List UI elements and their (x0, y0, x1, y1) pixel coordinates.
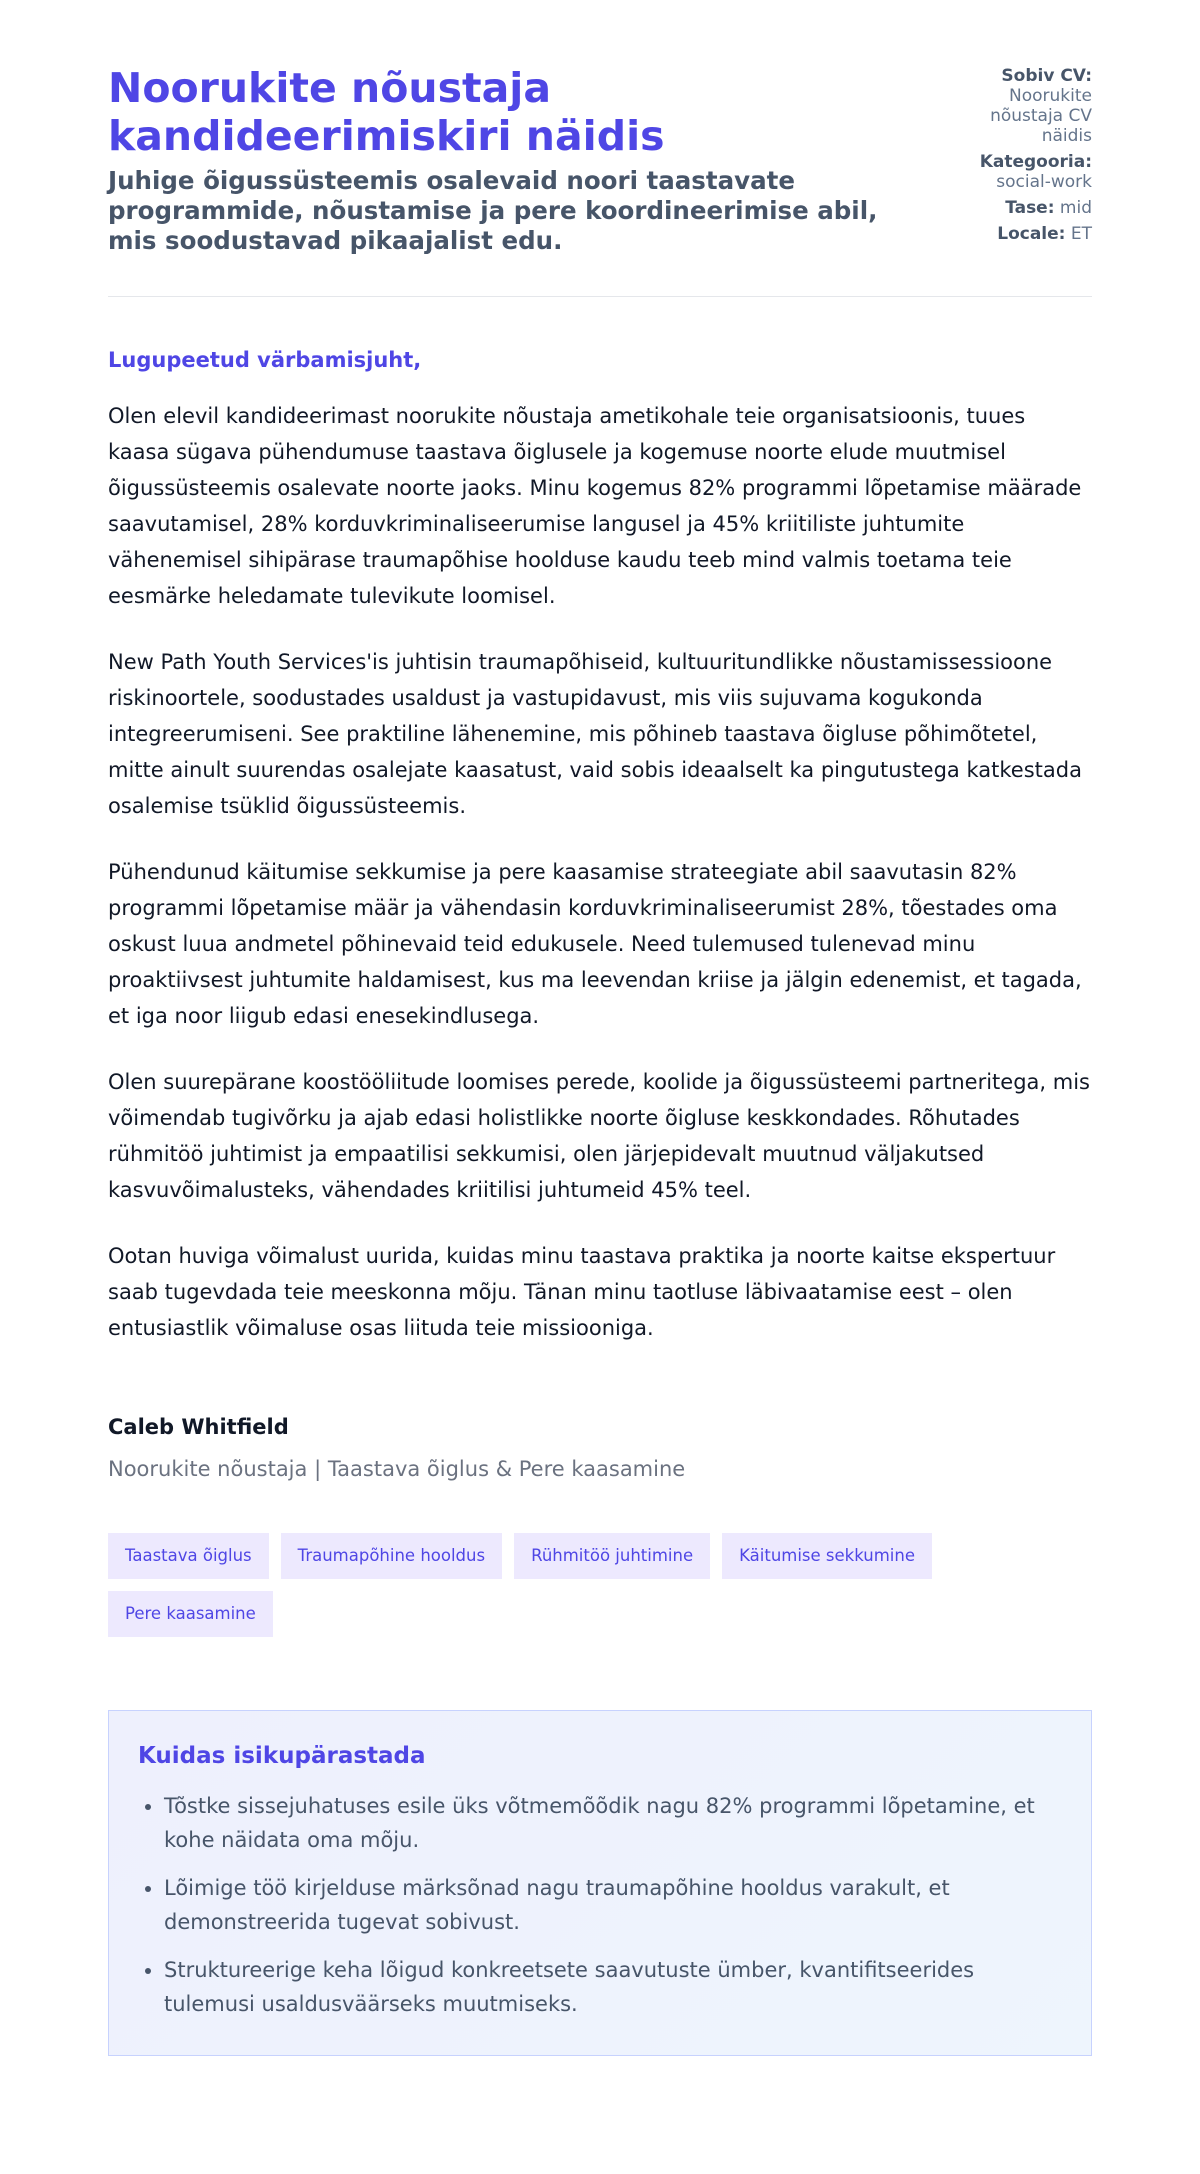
meta-level-label: Tase: (1005, 198, 1055, 218)
letter-paragraph: New Path Youth Services'is juhtisin traumapõhiseid, kultuuritundlikke nõustamissessioone riskinoortele, soodustades usaldust ja vastupidavust, mis viis sujuvama kogukonda integreerumiseni. See praktiline lähenemine, mis põhineb taastava õigluse põhimõtetel, mitte ainult suurendas osalejate kaasatust, vaid sobis ideaalselt ka pingutustega katkestada osalemise tsüklid õigussüsteemis. (108, 650, 1082, 818)
skill-tag: Pere kaasamine (108, 1591, 273, 1637)
skill-tag: Rühmitöö juhtimine (514, 1533, 710, 1579)
meta-level-value: mid (1059, 198, 1092, 218)
skill-tag: Taastava õiglus (108, 1533, 269, 1579)
meta-panel (962, 66, 1092, 250)
title-block (108, 64, 928, 256)
letter-body (108, 398, 1092, 1346)
page-title: Noorukite nõustaja kandideerimiskiri näidis (108, 64, 665, 160)
page-header (108, 64, 1092, 297)
page-subtitle: Juhige õigussüsteemis osalevaid noori taastavate programmide, nõustamise ja pere koordineerimise abil, mis soodustavad pikaajalist edu. (108, 166, 878, 255)
meta-category-value: social-work (996, 172, 1092, 192)
meta-category-label: Kategooria: (979, 152, 1092, 172)
tip-item: • Lõimige töö kirjelduse märksõnad nagu traumapõhine hooldus varakult, et demonstreerida tugevat sobivust. (164, 1871, 1062, 1939)
skill-tags (108, 1533, 1028, 1637)
personalization-tips (108, 1710, 1092, 2056)
signature-role: Noorukite nõustaja | Taastava õiglus & Pere kaasamine (108, 1457, 686, 1481)
meta-locale (962, 224, 1092, 244)
skill-tag: Traumapõhine hooldus (281, 1533, 502, 1579)
tips-list (138, 1789, 1062, 2021)
tip-item: • Tõstke sissejuhatuses esile üks võtmemõõdik nagu 82% programmi lõpetamine, et kohe näidata oma mõju. (164, 1789, 1062, 1857)
letter-greeting: Lugupeetud värbamisjuht, (108, 348, 422, 372)
letter-paragraph: Pühendunud käitumise sekkumise ja pere kaasamise strateegiate abil saavutasin 82% programmi lõpetamise määr ja vähendasin korduvkriminaliseerumist 28%, tõestades oma oskust luua andmetel põhinevaid teid edukusele. Need tulemused tulenevad minu proaktiivsest juhtumite haldamisest, kus ma leevendan kriise ja jälgin edenemist, et tagada, et iga noor liigub edasi enesekindlusega. (108, 860, 1082, 1028)
tips-title: Kuidas isikupärastada (138, 1743, 426, 1769)
letter-paragraph: Ootan huviga võimalust uurida, kuidas minu taastava praktika ja noorte kaitse ekspertuur saab tugevdada teie meeskonna mõju. Tänan minu taotluse läbivaatamise eest – olen entusiastlik võimaluse osas liituda teie missiooniga. (108, 1244, 1056, 1340)
meta-cv (962, 66, 1092, 146)
skill-tag: Käitumise sekkumine (722, 1533, 932, 1579)
letter-paragraph: Olen suurepärane koostööliitude loomises perede, koolide ja õigussüsteemi partneritega, mis võimendab tugivõrku ja ajab edasi holistlikke noorte õigluse keskkondades. Rõhutades rühmitöö juhtimist ja empaatilisi sekkumisi, olen järjepidevalt muutnud väljakutsed kasvuvõimalusteks, vähendades kriitilisi juhtumeid 45% teel. (108, 1070, 1090, 1202)
meta-level (962, 198, 1092, 218)
meta-cv-label: Sobiv CV: (1001, 66, 1092, 86)
meta-locale-value: ET (1070, 224, 1092, 244)
meta-locale-label: Locale: (997, 224, 1066, 244)
meta-category (962, 152, 1092, 192)
letter-paragraph: Olen elevil kandideerimast noorukite nõustaja ametikohale teie organisatsioonis, tuues kaasa sügava pühendumuse taastava õiglusele ja kogemuse noorte elude muutmisel õigussüsteemis osalevate noorte jaoks. Minu kogemus 82% programmi lõpetamise määrade saavutamisel, 28% korduvkriminaliseerumise langusel ja 45% kriitiliste juhtumite vähenemisel sihipärase traumapõhise hoolduse kaudu teeb mind valmis toetama teie eesmärke heledamate tulevikute loomisel. (108, 404, 1082, 608)
meta-cv-value: Noorukite nõustaja CV näidis (990, 86, 1092, 146)
tip-item: • Struktureerige keha lõigud konkreetsete saavutuste ümber, kvantifitseerides tulemusi usaldusväärseks muutmiseks. (164, 1953, 1062, 2021)
signature-name: Caleb Whitfield (108, 1415, 289, 1439)
